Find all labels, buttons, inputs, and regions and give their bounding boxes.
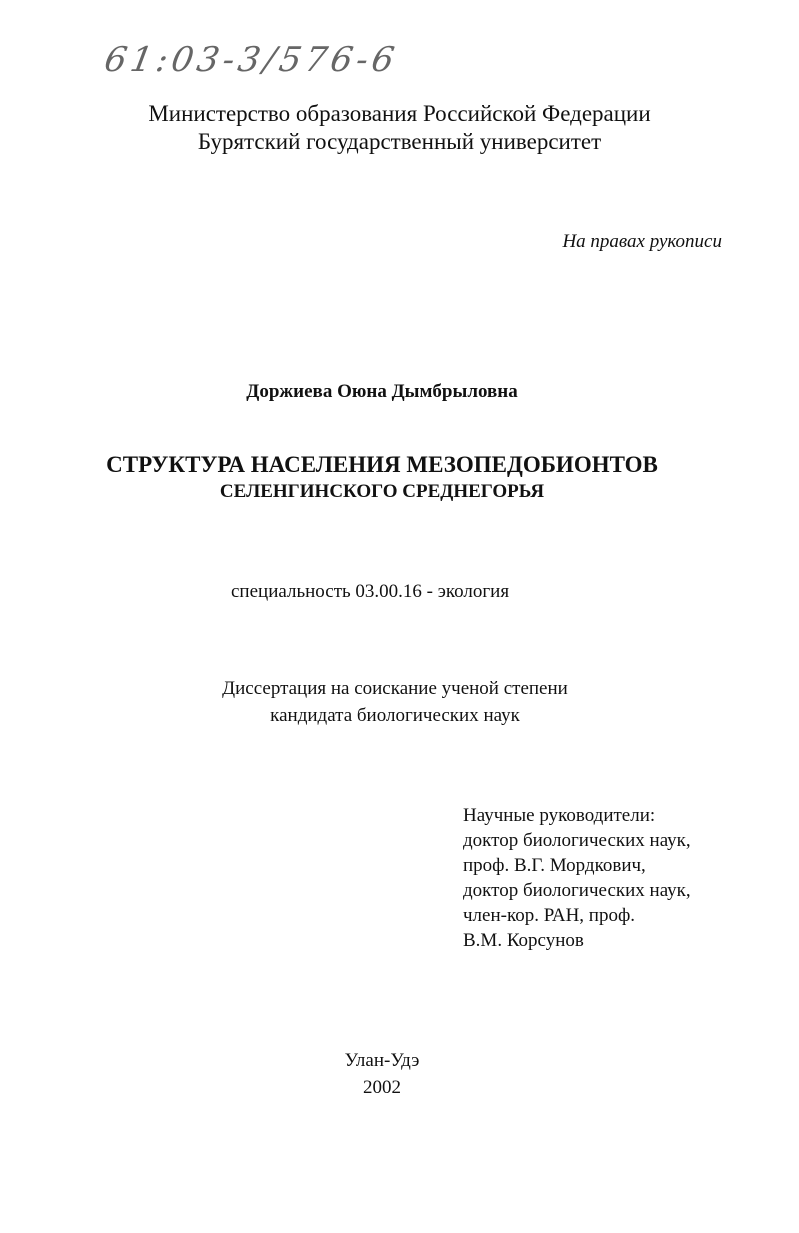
supervisors-heading: Научные руководители: (463, 805, 656, 826)
supervisor-line: доктор биологических наук, (463, 830, 691, 851)
thesis-title: СТРУКТУРА НАСЕЛЕНИЯ МЕЗОПЕДОБИОНТОВ (106, 452, 658, 477)
supervisor-line: проф. В.Г. Мордкович, (463, 855, 646, 876)
manuscript-note: На правах рукописи (562, 231, 722, 252)
author-name: Доржиева Оюна Дымбрыловна (246, 381, 518, 402)
thesis-subtitle: СЕЛЕНГИНСКОГО СРЕДНЕГОРЬЯ (219, 481, 545, 502)
handwritten-archive-mark: 61:03-3/576-6 (101, 40, 402, 80)
ministry-name: Министерство образования Российской Федерации (148, 101, 651, 126)
city: Улан-Удэ (344, 1050, 420, 1071)
year: 2002 (363, 1077, 401, 1098)
supervisor-line: доктор биологических наук, (463, 880, 691, 901)
supervisor-line: член-кор. РАН, проф. (463, 905, 636, 926)
supervisor-line: В.М. Корсунов (463, 930, 584, 951)
specialty: специальность 03.00.16 - экология (231, 581, 510, 602)
university-name: Бурятский государственный университет (197, 129, 602, 154)
degree-line-2: кандидата биологических наук (270, 705, 520, 726)
supervisors-block (463, 803, 691, 953)
degree-line-1: Диссертация на соискание ученой степени (222, 678, 568, 699)
